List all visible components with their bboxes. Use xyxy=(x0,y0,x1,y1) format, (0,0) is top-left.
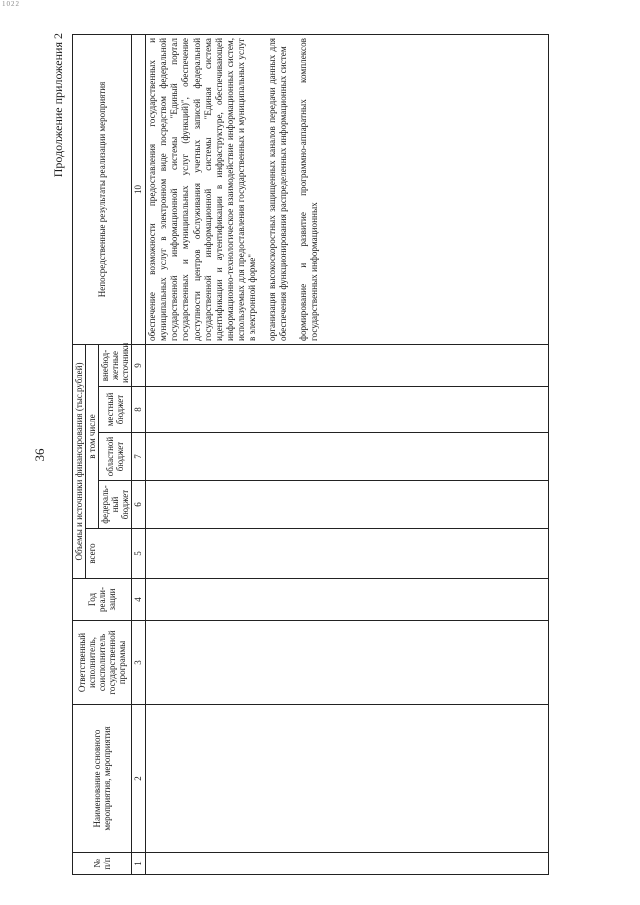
column-number: 1 xyxy=(132,853,146,875)
header-including: в том числе xyxy=(86,344,99,528)
column-number: 9 xyxy=(132,344,146,386)
cell-regional xyxy=(146,433,549,481)
header-no: № п/п xyxy=(73,853,132,875)
column-number: 8 xyxy=(132,387,146,433)
header-results: Непосредственные результаты реализации мероприятия xyxy=(73,34,132,344)
header-name: Наименование основного мероприятия, мероприятия xyxy=(73,705,132,853)
result-paragraph: формирование и развитие программно-аппаратных комплексов государственных информационных xyxy=(297,37,319,341)
cell-extra xyxy=(146,344,549,386)
page-corner-mark: 1022 xyxy=(2,0,20,8)
rotated-page xyxy=(20,15,620,895)
header-local: местный бюджет xyxy=(99,387,132,433)
header-executor: Ответственный исполнитель, соисполнитель государственной программы xyxy=(73,621,132,705)
cell-executor xyxy=(146,621,549,705)
column-number: 10 xyxy=(132,34,146,344)
column-number: 6 xyxy=(132,481,146,529)
budget-table xyxy=(72,34,549,875)
cell-year xyxy=(146,579,549,621)
column-number-row xyxy=(132,34,146,874)
header-funding: Объемы и источники финансирования (тыс.рублей) xyxy=(73,344,86,578)
appendix-title: Продолжение приложения 2 xyxy=(51,33,65,178)
page-number: 36 xyxy=(32,448,47,462)
header-regional: областной бюджет xyxy=(99,433,132,481)
cell-name xyxy=(146,705,549,853)
cell-total xyxy=(146,529,549,579)
column-number: 3 xyxy=(132,621,146,705)
header-row-1 xyxy=(73,34,86,874)
table-row xyxy=(146,34,549,874)
header-total: всего xyxy=(86,529,132,579)
result-paragraph: организация высокоскоростных защищенных каналов передачи данных для обеспечения функционирования распределенных информационных систем xyxy=(266,37,288,341)
result-paragraph: обеспечение возможности предоставления государственных и муниципальных услуг в электронном виде посредством федеральной государственной информационной системы "Единый портал государственных и муниципальных услуг (функций)", обеспечение доступности центров обслуживания учетных записей федеральной государственной информационной системы "Единая система идентификации и аутентификации в инфраструктуре, обеспечивающей информационно-технологическое взаимодействие информационных систем, используемых для предоставления государственных и муниципальных услуг в электронной форме" xyxy=(147,37,257,341)
header-extra: внебюд-жетные источники xyxy=(99,344,132,386)
column-number: 2 xyxy=(132,705,146,853)
header-federal: федераль-ный бюджет xyxy=(99,481,132,529)
cell-federal xyxy=(146,481,549,529)
cell-local xyxy=(146,387,549,433)
column-number: 4 xyxy=(132,579,146,621)
column-number: 5 xyxy=(132,529,146,579)
column-number: 7 xyxy=(132,433,146,481)
cell-results xyxy=(146,34,549,344)
cell-no xyxy=(146,853,549,875)
header-year: Год реали-зации xyxy=(73,579,132,621)
